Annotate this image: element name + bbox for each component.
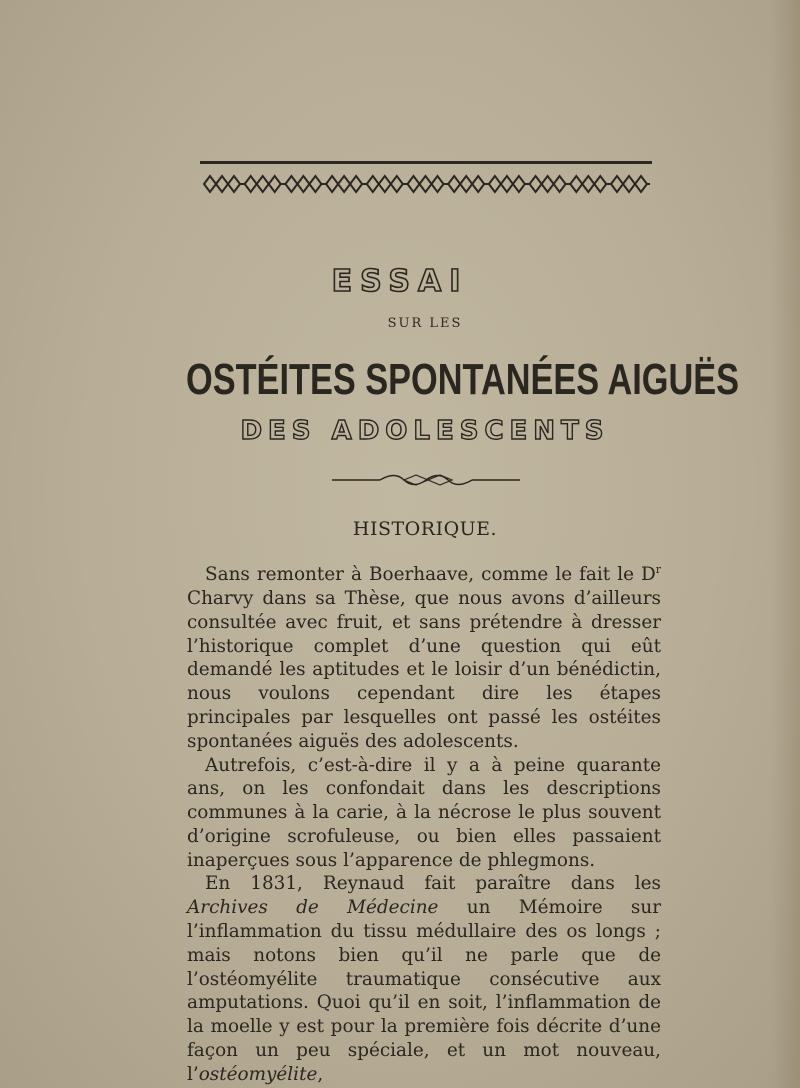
paragraph-1 [187,558,661,754]
ornament-unit [367,176,408,192]
ornament-unit [489,176,530,192]
subtitle-sur-les: SUR LES [387,316,463,331]
top-rule [200,161,652,164]
divider-ornament-icon [330,470,522,488]
p3-journal-title: Archives de Médecine [187,897,439,919]
p3-text-a: En 1831, Reynaud fait paraître dans les [205,873,661,895]
ornament-unit [245,176,286,192]
ornament-unit [570,176,611,192]
ornament-unit [285,176,326,192]
title-essai: ESSAI [331,264,469,299]
paragraph-3 [187,872,661,1086]
p1-text-b: Charvy dans sa Thèse, que nous avons d’ailleurs consultée avec fruit, et sans prétendre à dresser l’historique complet d’une question qui eût demandé les aptitudes et le loisir d’un bénédictin, nous voulons cependant dire les étapes principales par lesquelles ont passé les ostéites spontanées aiguës des adolescents. [187,587,661,752]
ornament-unit [611,176,650,192]
p3-text-c: , [317,1063,324,1085]
p3-term-italic: ostéomyélite [198,1063,318,1085]
paragraph-2: Autrefois, c’est-à-dire il y a à peine quarante ans, on les confondait dans les descriptions communes à la carie, à la nécrose le plus souvent d’origine scrofuleuse, ou bien elles passaient inaperçues sous l’apparence de phlegmons. [187,754,661,871]
p3-text-b: un Mémoire sur l’inflammation du tissu médullaire des os longs ; mais notons bien qu’il ne parle que de l’ostéomyélite traumatique consécutive aux amputations. Quoi qu’il en soit, l’inflammation de la moelle y est pour la première fois décrite d’une façon un peu spéciale, et un mot nouveau, l’ [187,897,661,1085]
main-title: OSTÉITES SPONTANÉES AIGUËS [186,355,740,404]
title-des-adolescents: DES ADOLESCENTS [240,416,610,446]
ornament-unit [204,176,245,192]
page-edge-shadow [770,0,800,1088]
ornament-unit [530,176,571,192]
p1-superscript: r [655,563,661,576]
section-heading: HISTORIQUE. [352,518,498,540]
body-text [187,558,661,1087]
ornament-band-icon [202,172,650,196]
ornament-unit [408,176,449,192]
p1-text-a: Sans remonter à Boerhaave, comme le fait le D [205,564,656,586]
ornament-unit [448,176,489,192]
ornament-unit [326,176,367,192]
